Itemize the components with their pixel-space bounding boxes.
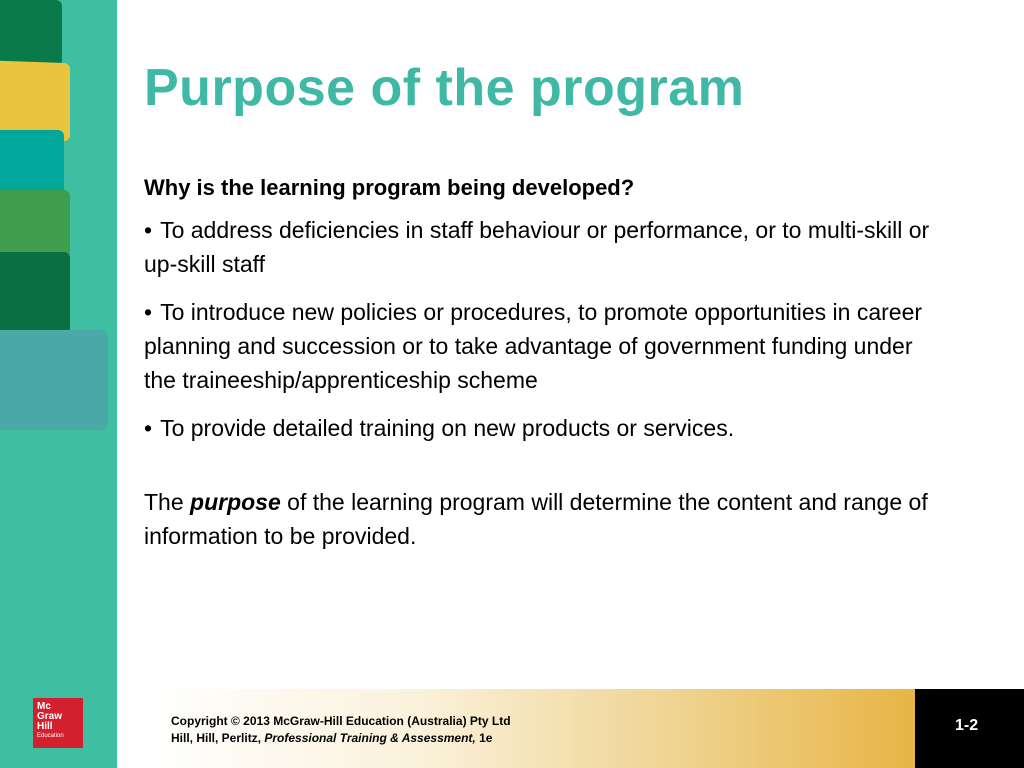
book-spine-blue-teal xyxy=(0,330,108,430)
book-spine-dark-green-2 xyxy=(0,252,70,334)
page-number-box xyxy=(915,689,1024,768)
slide-body xyxy=(144,175,964,576)
summary-after: of the learning program will determine the content and range of information to be provided. xyxy=(144,489,928,549)
bullet-marker: • xyxy=(144,415,153,441)
book-spine-dark-green xyxy=(0,0,62,66)
bullet-marker: • xyxy=(144,217,153,243)
mcgraw-hill-logo xyxy=(33,698,83,748)
page-number: 1-2 xyxy=(955,717,979,734)
footer-bar xyxy=(146,689,915,768)
summary-paragraph xyxy=(144,485,954,553)
bullet-item xyxy=(144,411,944,445)
bullet-item xyxy=(144,295,944,397)
book-spine-teal xyxy=(0,130,64,196)
logo-line-2: Graw xyxy=(37,711,63,722)
authors: Hill, Hill, Perlitz, xyxy=(171,731,265,745)
decorative-sidebar xyxy=(0,0,117,768)
summary-before: The xyxy=(144,489,191,515)
book-spine-green xyxy=(0,190,70,260)
logo-line-3: Hill xyxy=(37,721,53,732)
bullet-text: To provide detailed training on new products or services. xyxy=(160,415,735,441)
book-title: Professional Training & Assessment, xyxy=(264,731,476,745)
question-heading: Why is the learning program being developed? xyxy=(144,175,635,200)
bullet-text: To address deficiencies in staff behaviour or performance, or to multi-skill or up-skill staff xyxy=(144,217,930,277)
copyright-notice xyxy=(171,713,511,747)
edition: 1e xyxy=(475,731,493,745)
slide-title: Purpose of the program xyxy=(144,59,745,117)
copyright-line: Copyright © 2013 McGraw-Hill Education (Australia) Pty Ltd xyxy=(171,714,511,728)
bullet-text: To introduce new policies or procedures, to promote opportunities in career planning and succession or to take advantage of government funding under the traineeship/apprenticeship scheme xyxy=(144,299,923,393)
bullet-marker: • xyxy=(144,299,153,325)
logo-line-4: Education xyxy=(37,733,64,739)
logo-line-1: Mc xyxy=(37,701,51,712)
citation-line xyxy=(171,730,511,747)
bullet-item xyxy=(144,213,944,281)
summary-emphasis: purpose xyxy=(190,489,281,515)
